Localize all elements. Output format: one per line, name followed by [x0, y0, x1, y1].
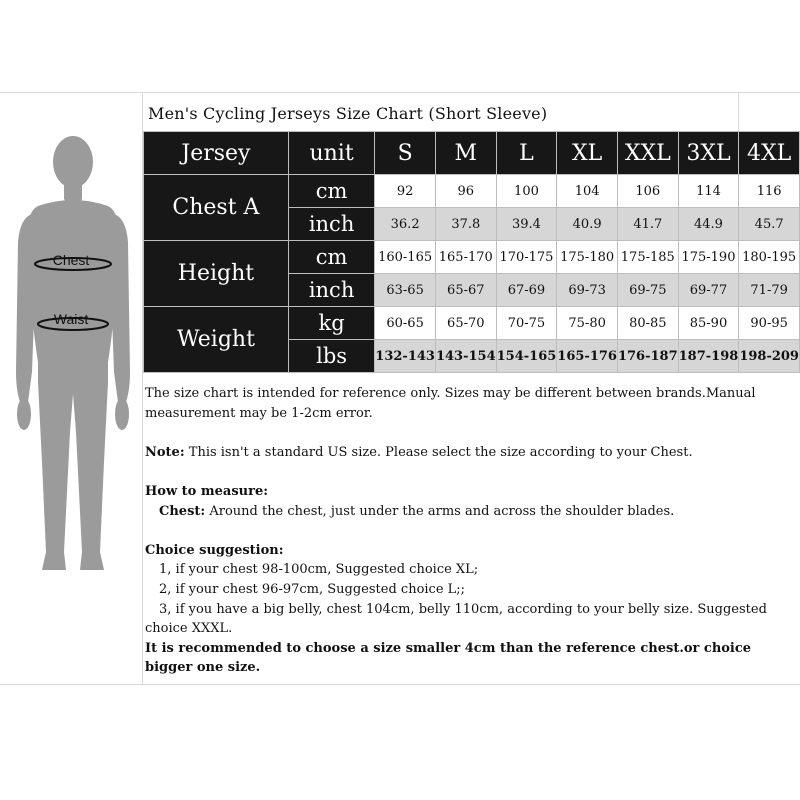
header-cell: L [496, 132, 557, 175]
human-figure-icon [4, 132, 142, 582]
unit-cell: lbs [288, 340, 374, 373]
unit-cell: cm [288, 175, 374, 208]
value-cell: 160-165 [375, 241, 436, 274]
grid-line [738, 92, 739, 132]
how-to-measure-title: How to measure: [145, 483, 269, 499]
header-row [144, 132, 800, 175]
value-cell: 45.7 [739, 208, 800, 241]
value-cell: 75-80 [557, 307, 618, 340]
value-cell: 36.2 [375, 208, 436, 241]
value-cell: 65-70 [435, 307, 496, 340]
unit-cell: kg [288, 307, 374, 340]
chart-title: Men's Cycling Jerseys Size Chart (Short Sleeve) [148, 104, 548, 123]
chest-label: Chest [52, 252, 90, 268]
chest-measure-line [145, 502, 785, 522]
note-line [145, 443, 785, 463]
value-cell: 175-190 [678, 241, 739, 274]
group-label-weight: Weight [144, 307, 289, 373]
group-label-height: Height [144, 241, 289, 307]
reference-text: measurement may be 1-2cm error. [145, 405, 373, 421]
value-cell: 90-95 [739, 307, 800, 340]
value-cell: 175-185 [617, 241, 678, 274]
choice-item: 1, if your chest 98-100cm, Suggested choice XL; [159, 562, 479, 578]
value-cell: 187-198 [678, 340, 739, 373]
table-row [144, 307, 800, 340]
unit-cell: cm [288, 241, 374, 274]
header-cell: XL [557, 132, 618, 175]
header-cell: S [375, 132, 436, 175]
value-cell: 176-187 [617, 340, 678, 373]
value-cell: 60-65 [375, 307, 436, 340]
value-cell: 65-67 [435, 274, 496, 307]
value-cell: 37.8 [435, 208, 496, 241]
value-cell: 41.7 [617, 208, 678, 241]
unit-cell: inch [288, 208, 374, 241]
value-cell: 100 [496, 175, 557, 208]
chest-measure-label: Chest: [159, 503, 206, 519]
choice-item: 2, if your chest 96-97cm, Suggested choice L;; [159, 581, 466, 597]
notes-section [145, 384, 785, 678]
value-cell: 71-79 [739, 274, 800, 307]
value-cell: 198-209 [739, 340, 800, 373]
body-silhouette [4, 132, 142, 582]
chest-measure-text: Around the chest, just under the arms and across the shoulder blades. [205, 503, 675, 519]
value-cell: 180-195 [739, 241, 800, 274]
value-cell: 67-69 [496, 274, 557, 307]
grid-line [0, 684, 800, 685]
choice-item: 3, if you have a big belly, chest 104cm, belly 110cm, according to your belly size. Suggested [159, 601, 767, 617]
header-cell: Jersey [144, 132, 289, 175]
waist-label: Waist [53, 311, 89, 327]
value-cell: 170-175 [496, 241, 557, 274]
value-cell: 114 [678, 175, 739, 208]
value-cell: 39.4 [496, 208, 557, 241]
recommendation-text: It is recommended to choose a size smaller 4cm than the reference chest.or choice [145, 640, 752, 656]
value-cell: 85-90 [678, 307, 739, 340]
value-cell: 69-75 [617, 274, 678, 307]
header-cell: 3XL [678, 132, 739, 175]
size-chart-table [143, 131, 800, 373]
value-cell: 44.9 [678, 208, 739, 241]
note-label: Note: [145, 444, 185, 460]
value-cell: 70-75 [496, 307, 557, 340]
value-cell: 165-176 [557, 340, 618, 373]
header-cell: unit [288, 132, 374, 175]
value-cell: 40.9 [557, 208, 618, 241]
table-row [144, 175, 800, 208]
table-row [144, 241, 800, 274]
value-cell: 80-85 [617, 307, 678, 340]
value-cell: 175-180 [557, 241, 618, 274]
value-cell: 143-154 [435, 340, 496, 373]
recommendation-text: bigger one size. [145, 660, 261, 676]
value-cell: 116 [739, 175, 800, 208]
value-cell: 165-170 [435, 241, 496, 274]
value-cell: 69-77 [678, 274, 739, 307]
choice-suggestion-title: Choice suggestion: [145, 542, 284, 558]
value-cell: 96 [435, 175, 496, 208]
value-cell: 92 [375, 175, 436, 208]
group-label-chest: Chest A [144, 175, 289, 241]
value-cell: 106 [617, 175, 678, 208]
value-cell: 132-143 [375, 340, 436, 373]
reference-text: The size chart is intended for reference only. Sizes may be different between brands.Manual [145, 386, 756, 401]
value-cell: 69-73 [557, 274, 618, 307]
header-cell: M [435, 132, 496, 175]
unit-cell: inch [288, 274, 374, 307]
header-cell: 4XL [739, 132, 800, 175]
value-cell: 154-165 [496, 340, 557, 373]
choice-item: choice XXXL. [145, 621, 233, 637]
grid-line [0, 92, 800, 93]
value-cell: 104 [557, 175, 618, 208]
note-text: This isn't a standard US size. Please select the size according to your Chest. [184, 444, 693, 460]
value-cell: 63-65 [375, 274, 436, 307]
header-cell: XXL [617, 132, 678, 175]
